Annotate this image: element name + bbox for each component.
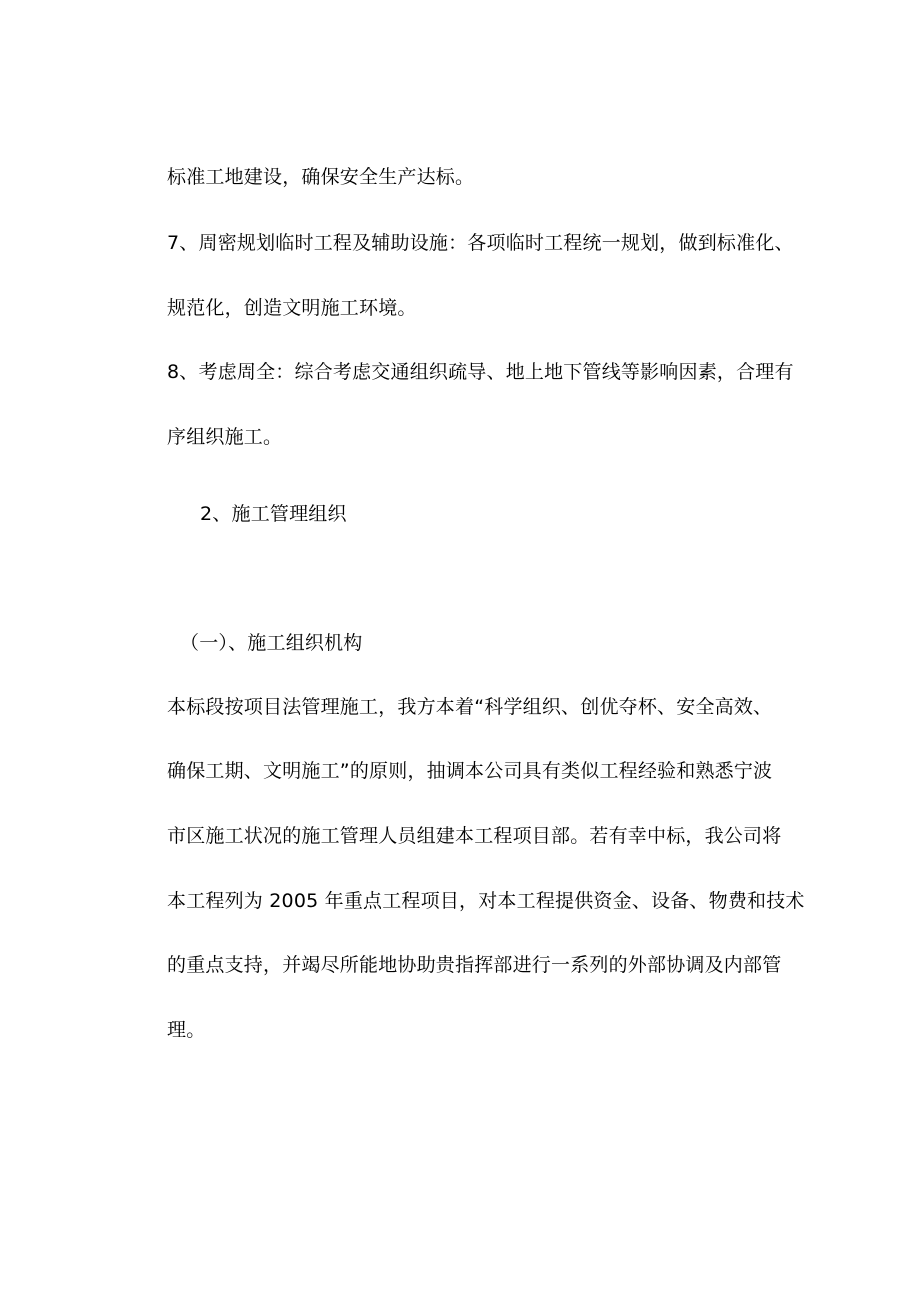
body-line: 本工程列为 2005 年重点工程项目，对本工程提供资金、设备、物费和技术 — [167, 890, 805, 912]
body-line: 理。 — [167, 1019, 206, 1041]
paragraph-line: 标准工地建设，确保安全生产达标。 — [167, 166, 475, 188]
paragraph-line: 7、周密规划临时工程及辅助设施：各项临时工程统一规划，做到标准化、 — [167, 232, 794, 254]
body-line: 确保工期、文明施工”的原则，抽调本公司具有类似工程经验和熟悉宁波 — [167, 760, 773, 782]
paragraph-line: 规范化，创造文明施工环境。 — [167, 297, 417, 319]
paragraph-line: 序组织施工。 — [167, 426, 283, 448]
body-line: 市区施工状况的施工管理人员组建本工程项目部。若有幸中标，我公司将 — [167, 825, 782, 847]
subsection-heading: （一）、施工组织机构 — [180, 632, 363, 654]
paragraph-line: 8、考虑周全：综合考虑交通组织疏导、地上地下管线等影响因素，合理有 — [167, 361, 794, 383]
body-line: 的重点支持，并竭尽所能地协助贵指挥部进行一系列的外部协调及内部管 — [167, 954, 782, 976]
section-heading: 2、施工管理组织 — [200, 503, 347, 525]
body-line: 本标段按项目法管理施工，我方本着“科学组织、创优夺杯、安全高效、 — [167, 696, 773, 718]
